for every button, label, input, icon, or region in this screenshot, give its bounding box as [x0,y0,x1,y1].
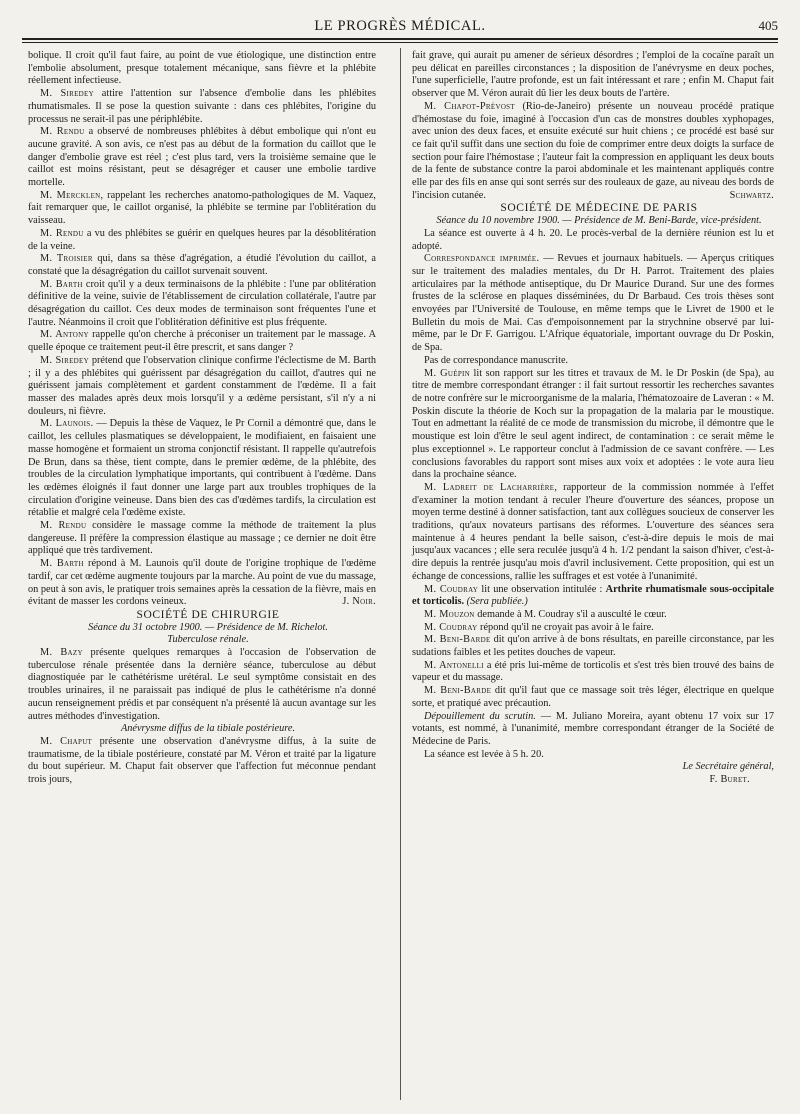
rubric-name: Correspondance imprimée. [424,253,540,265]
paragraph-text: La séance est levée à 5 h. 20. [424,748,544,760]
paragraph [412,749,774,762]
paragraph-text: — Depuis la thèse de Vaquez, le Pr Cornil a démontré que, dans le caillot, les cellules plasmatiques se développaient, le modifiaient, en faisaient une masse homogène et formaient un stroma conjonctif résistant. Il rappelle qu'autrefois De Brun, dans sa thèse, tient compte, dans le premier œdème, de la phlébite, des troubles de la circulation lymphatique importants, qui contribuent à l'œdème. Dans les œdèmes éloignés il faut donner une large part aux troubles trophiques de la circulation d'origine veineuse. Dans bien des cas d'œdèmes tardifs, la circulation est rétablie et malgré cela l'œdème existe. [28,418,377,519]
paragraph [412,101,774,203]
speaker-name: M. Rendu [40,126,85,138]
paragraph [28,50,376,88]
paragraph-text: lit une observation intitulée : [478,583,606,595]
paragraph [412,711,774,749]
paragraph [28,558,376,609]
paragraph-text: (Sera publiée.) [464,596,528,608]
paragraph-text: (Rio-de-Janeiro) présente un nouveau procédé pratique d'hémostase du foie, imaginé à l'occasion d'un cas de monstres doubles xyphopages, avec union des deux faces, et ensuite exécuté sur huit chiens ; ce procédé est basé sur ce fait qu'il suffit dans une section du foie de comprimer entre deux doigts la surface de section pour faire l'hémostase ; l'auteur fait la compression en appliquant les deux bouts de la fente de substance contre la paroi abdominale et les maintenant appliqués contre elle par des fils en anse qui sont serrés sur des rouleaux de gaze, au niveau des bords de l'incision cutanée. [412,100,774,201]
paragraph-text: fait grave, qui aurait pu amener de sérieux désordres ; l'emploi de la cocaïne paraît un peu délicat en pareilles circonstances ; la disposition de l'anévrysme en deux poches, l'une superficielle, l'autre profonde, est un fait intéressant et rare ; enfin M. Chaput fait observer que M. Véron aurait dû lier les deux bouts de l'artère. [412,50,774,100]
paragraph [28,418,376,520]
signature-title: Le Secrétaire général, [682,761,774,773]
paragraph-text: répond qu'il ne croyait pas avoir à le faire. [477,621,654,633]
paragraph-text: présente quelques remarques à l'occasion de l'observation de tuberculose rénale présentée dans la dernière séance, tuberculose au début diagnostiquée par le cathétérisme urétéral. Le seul symptôme consistait en des troubles urinaires, il ne paraissait pas indiqué de plus le cathétérisme n'a donné aucun renseignement prédis et par conséquent n'a présenté là aucun avantage sur les autres méthodes d'investigation. [28,647,376,722]
paragraph-text: croit qu'il y a deux terminaisons de la phlébite : l'une par oblitération définitive de la veine, suivie de l'établissement de circulation collatérale, l'autre par désagrégation du caillot. Ces deux modes de terminaison sont fréquentes l'une et l'autre. Néanmoins il croit que l'oblitération définitive est plus fréquente. [28,278,376,328]
paragraph [28,228,376,253]
paragraph [28,520,376,558]
paragraph-text: considère le massage comme la méthode de traitement la plus dangereuse. Il préfère la compression élastique au massage ; ce dernier ne doit être appliqué que très tardivement. [28,520,376,557]
observation-title: Arthrite rhumatismale sous-occipitale et torticolis. [412,583,774,608]
paragraph-text: présente une observation d'anévrysme diffus, à la suite de traumatisme, de la tibiale postérieure, constaté par M. Véron et traité par la ligature du bout supérieur. M. Chaput fait observer que l'affection fut méconnue pendant trois jours, [28,735,376,786]
paragraph-text: dit qu'il faut que ce massage soit très léger, électrique en quelque sorte, et pratiqué avec précaution. [412,685,775,709]
section-title: SOCIÉTÉ DE MÉDECINE DE PARIS [500,202,698,215]
paragraph [412,368,774,482]
speaker-name: M. Mercklen [40,189,101,201]
speaker-name: M. Coudray [424,583,479,595]
paragraph [412,685,774,710]
speaker-name: M. Coudray [424,621,478,633]
paragraph [412,355,774,368]
speaker-name: M. Bazy [40,647,83,659]
paragraph [28,647,376,723]
speaker-name: M. Chapot-Prévost [424,100,515,112]
subsection-title: Tuberculose rénale. [167,634,249,646]
paragraph-text: a été pris lui-même de torticolis et s'est très bien trouvé des bains de vapeur et du massage. [412,659,775,684]
paragraph [412,634,774,659]
speaker-name: M. Antony [40,329,89,341]
author-signature: Schwartz. [729,189,774,201]
speaker-name: M. Troisier [40,253,93,265]
paragraph [28,329,376,354]
paragraph-text: attire l'attention sur l'absence d'embolie dans les phlébites rhumatismales. Il se pose la question suivante : dans ces phlébites, l'origine du processus ne serait-il pas une périphlébite. [28,88,376,125]
subsection-title: Anévrysme diffus de la tibiale postérieure. [120,723,296,735]
speaker-name: M. Rendu [40,520,87,532]
paragraph [412,228,774,253]
paragraph [412,609,774,622]
column-divider [400,48,401,1100]
paragraph-text: a vu des phlébites se guérir en quelques heures par la désoblitération de la veine. [28,227,377,252]
paragraph [412,622,774,635]
speaker-name: M. Ladreit de Lacharrière [424,481,555,493]
paragraph [28,736,376,787]
header-rule-thick [22,38,778,40]
paragraph [412,584,774,609]
paragraph [28,88,376,126]
speaker-name: M. Launois. [40,418,94,430]
paragraph-text: La séance est ouverte à 4 h. 20. Le procès-verbal de la dernière réunion est lu et adopté. [412,227,774,252]
speaker-name: M. Siredey [40,354,89,366]
paragraph-text: a observé de nombreuses phlébites à début embolique qui n'ont eu aucune gravité. A son avis, ce n'est pas au début de la formation du caillot que le danger d'embolie grave est réel ; c'est plus tard, vers la troisième semaine que le caillot est moins résistant, peut se désagréger et causer une embolie tardive mortelle. [28,126,376,189]
session-line: Séance du 31 octobre 1900. — Présidence de M. Richelot. [88,621,328,633]
right-column [412,50,774,787]
left-column [28,50,376,787]
paragraph [28,253,376,278]
paragraph [28,126,376,190]
paragraph-text: — M. Juliano Moreira, ayant obtenu 17 voix sur 17 votants, est nommé, à l'unanimité, membre correspondant étranger de la Société de Médecine de Paris. [412,710,774,747]
paragraph-text: bolique. Il croit qu'il faut faire, au point de vue étiologique, une distinction entre l'embolie absolument, presque totalement mécanique, sans fièvre et la phlébite réellement infectieuse. [28,50,376,87]
paragraph-text: Pas de correspondance manuscrite. [424,354,569,366]
paragraph [412,50,774,101]
paragraph [28,279,376,330]
speaker-name: M. Barth [40,278,83,290]
paragraph-text: rappelle qu'on cherche à préconiser un traitement par le massage. A quelle époque ce traitement peut-il être prescrit, et sans danger ? [28,329,377,354]
speaker-name: M. Antonelli [424,659,484,671]
paragraph [412,660,774,685]
section-title: SOCIÉTÉ DE CHIRURGIE [136,608,280,621]
paragraph-text: lit son rapport sur les titres et travaux de M. le Dr Poskin (de Spa), au titre de membre correspondant étranger : il fait surtout ressortir les recherches savantes de notre confrère sur le microorganisme de la malaria, l'hématozoaire de Laveran : « M. Poskin discute la théorie de Koch sur la propagation de la malaria par le moustique. Tout en admettant la réalité de ce mode de transmission du microbe, il démontre que le moustique est loin d'être le seul agent indirect, de contamination : ce serait même le plus exceptionnel ». Le rapporteur conclut à l'admission de ce savant confrère. — Les conclusions favorables du rapport sont mises aux voix et adoptées : le vote aura lieu dans la prochaine séance. [412,367,774,481]
paragraph-text: , rappelant les recherches anatomo-pathologiques de M. Vaquez, fait remarquer que, le caillot organisé, la phlébite se termine par l'oblitération du vaisseau. [28,189,376,227]
rubric-name: Dépouillement du scrutin. [424,710,536,722]
paragraph [28,355,376,419]
paragraph [412,253,774,355]
speaker-name: M. Mouzon [424,608,475,620]
speaker-name: M. Siredey [40,88,94,100]
paragraph-text: , rapporteur de la commission nommée à l'effet d'examiner la motion tendant à reculer l'heure d'ouverture des séances, propose un moyen terme destiné à donner satisfaction, tant aux collègues soucieux de conserver les traditions, qu'aux novateurs partisans des réformes. L'ouverture des séances sera maintenue à 4 heures pendant la belle saison, c'est-à-dire depuis le mois de mai jusqu'aux vacances ; elle sera reculée jusqu'à 4 h. 1/2 pendant la saison d'hiver, c'est-à-dire depuis la rentrée jusqu'au mois d'avril inclusivement. Cette proposition, qui est un échange de concessions, rallie les suffrages et est votée à l'unanimité. [412,481,775,582]
paragraph-text: demande à M. Coudray s'il a ausculté le cœur. [474,608,667,620]
session-line: Séance du 10 novembre 1900. — Présidence de M. Beni-Barde, vice-président. [436,215,762,227]
page-header [22,14,778,36]
page-number: 405 [758,18,778,33]
author-signature: J. Noir. [342,596,376,608]
signature-name: F. Buret. [709,774,750,786]
speaker-name: M. Beni-Barde [424,685,492,697]
paragraph-text: — Revues et journaux habituels. — Aperçus critiques sur le traitement des maladies mentales, du Dr H. Parrot. Traitement des plaies articulaires par la méthode antiseptique, du Dr Maurice Durand. Sur une des formes frustes de la sclérose en plaques disséminées, du Dr Barbaud. Ces trois thèses sont envoyées par l'Université de Toulouse, en même temps que le Livret de 1900 et le Bulletin du mois de Mai. Cas d'empoisonnement par la strychnine observé par lui-même, par le Dr F. Garrigou. L'Afrique équatoriale, important ouvrage du Dr Poskin, de Spa. [412,253,774,354]
speaker-name: M. Beni-Barde [424,634,491,646]
journal-title: LE PROGRÈS MÉDICAL. [314,18,486,34]
speaker-name: M. Barth [40,558,84,570]
paragraph-text: prétend que l'observation clinique confirme l'éclectisme de M. Barth ; il y a des phlébites qui guérissent par désagrégation du caillot, d'autres qui ne guérissent jamais complètement et gardent constamment de l'œdème. Il a fait masser des malades après deux mois lorsqu'il y a œdème persistant, s'il n'y a ni douleurs, ni fièvre. [28,354,376,417]
speaker-name: M. Chaput [40,735,93,747]
speaker-name: M. Guépin [424,367,470,379]
header-rule-thin [22,42,778,43]
paragraph [28,190,376,228]
paragraph [412,482,774,584]
paragraph-text: répond à M. Launois qu'il doute de l'origine trophique de l'œdème tardif, car cet œdème augmente toujours par la marche. Au point de vue du massage, on peut à son avis, le pratiquer trois semaines après la cessation de la fièvre, mais en évitant de masser les cordons veineux. [28,558,376,608]
speaker-name: M. Rendu [40,227,84,239]
paragraph-text: dit qu'on arrive à de bons résultats, en pareille circonstance, par les sudations faibles et les petites douches de vapeur. [412,634,774,659]
paragraph-text: qui, dans sa thèse d'agrégation, a étudié l'évolution du caillot, a constaté que la désagrégation du caillot survenait souvent. [28,253,376,277]
